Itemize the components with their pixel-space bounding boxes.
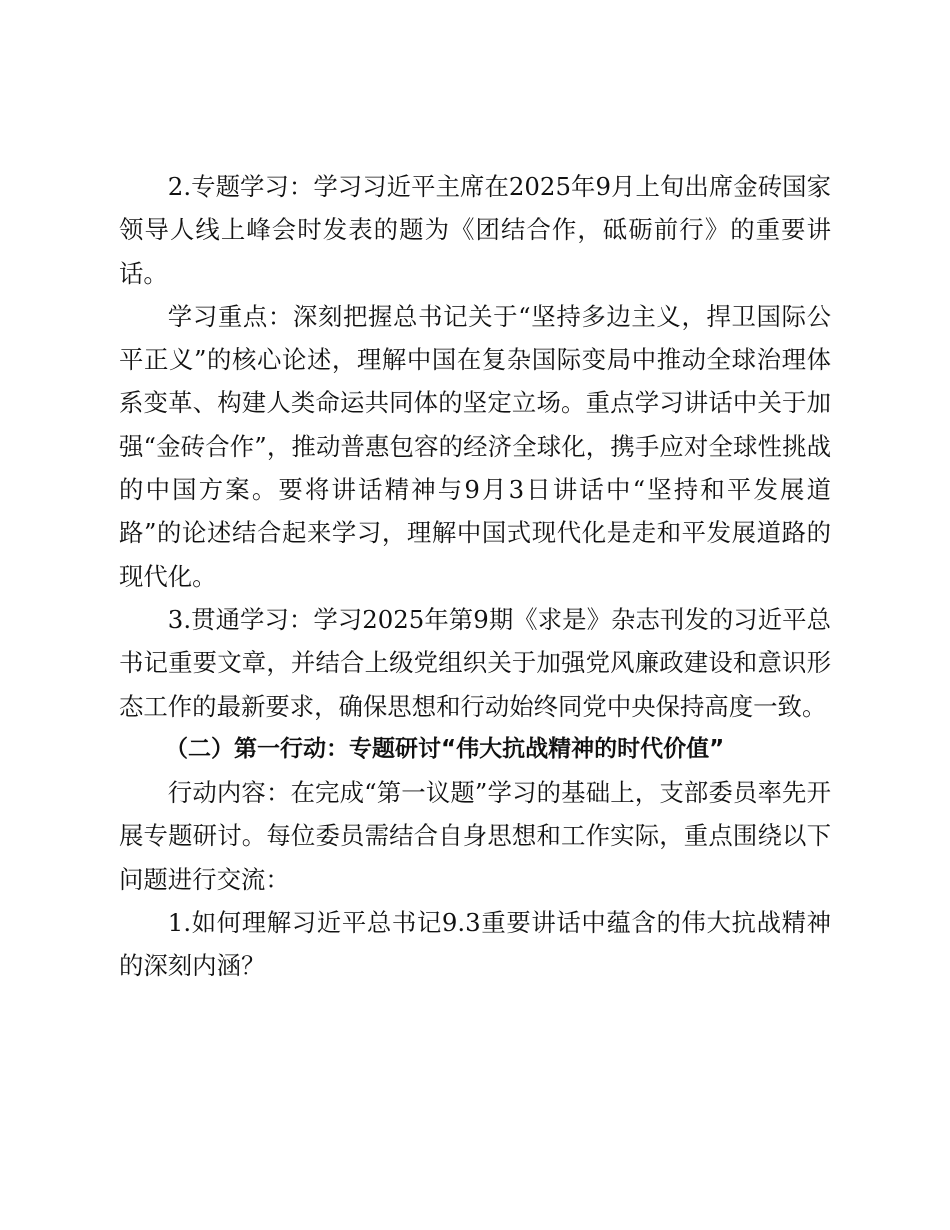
- document-body: [119, 165, 831, 988]
- section-heading-first-action: （二）第一行动：专题研讨“伟大抗战精神的时代价值”: [165, 735, 725, 762]
- paragraph-question-1: 1.如何理解习近平总书记9.3重要讲话中蕴含的伟大抗战精神的深刻内涵？: [119, 908, 831, 981]
- paragraph-special-study: 2.专题学习：学习习近平主席在2025年9月上旬出席金砖国家领导人线上峰会时发表的题为《团结合作，砥砺前行》的重要讲话。: [119, 172, 831, 288]
- paragraph-action-content: 行动内容：在完成“第一议题”学习的基础上，支部委员率先开展专题研讨。每位委员需结合自身思想和工作实际，重点围绕以下问题进行交流：: [119, 778, 831, 894]
- paragraph-study-focus: 学习重点：深刻把握总书记关于“坚持多边主义，捍卫国际公平正义”的核心论述，理解中国在复杂国际变局中推动全球治理体系变革、构建人类命运共同体的坚定立场。重点学习讲话中关于加强“金砖合作”，推动普惠包容的经济全球化，携手应对全球性挑战的中国方案。要将讲话精神与9月3日讲话中“坚持和平发展道路”的论述结合起来学习，理解中国式现代化是走和平发展道路的现代化。: [119, 301, 831, 591]
- paragraph-integrated-study: 3.贯通学习：学习2025年第9期《求是》杂志刊发的习近平总书记重要文章，并结合上级党组织关于加强党风廉政建设和意识形态工作的最新要求，确保思想和行动始终同党中央保持高度一致。: [119, 604, 831, 721]
